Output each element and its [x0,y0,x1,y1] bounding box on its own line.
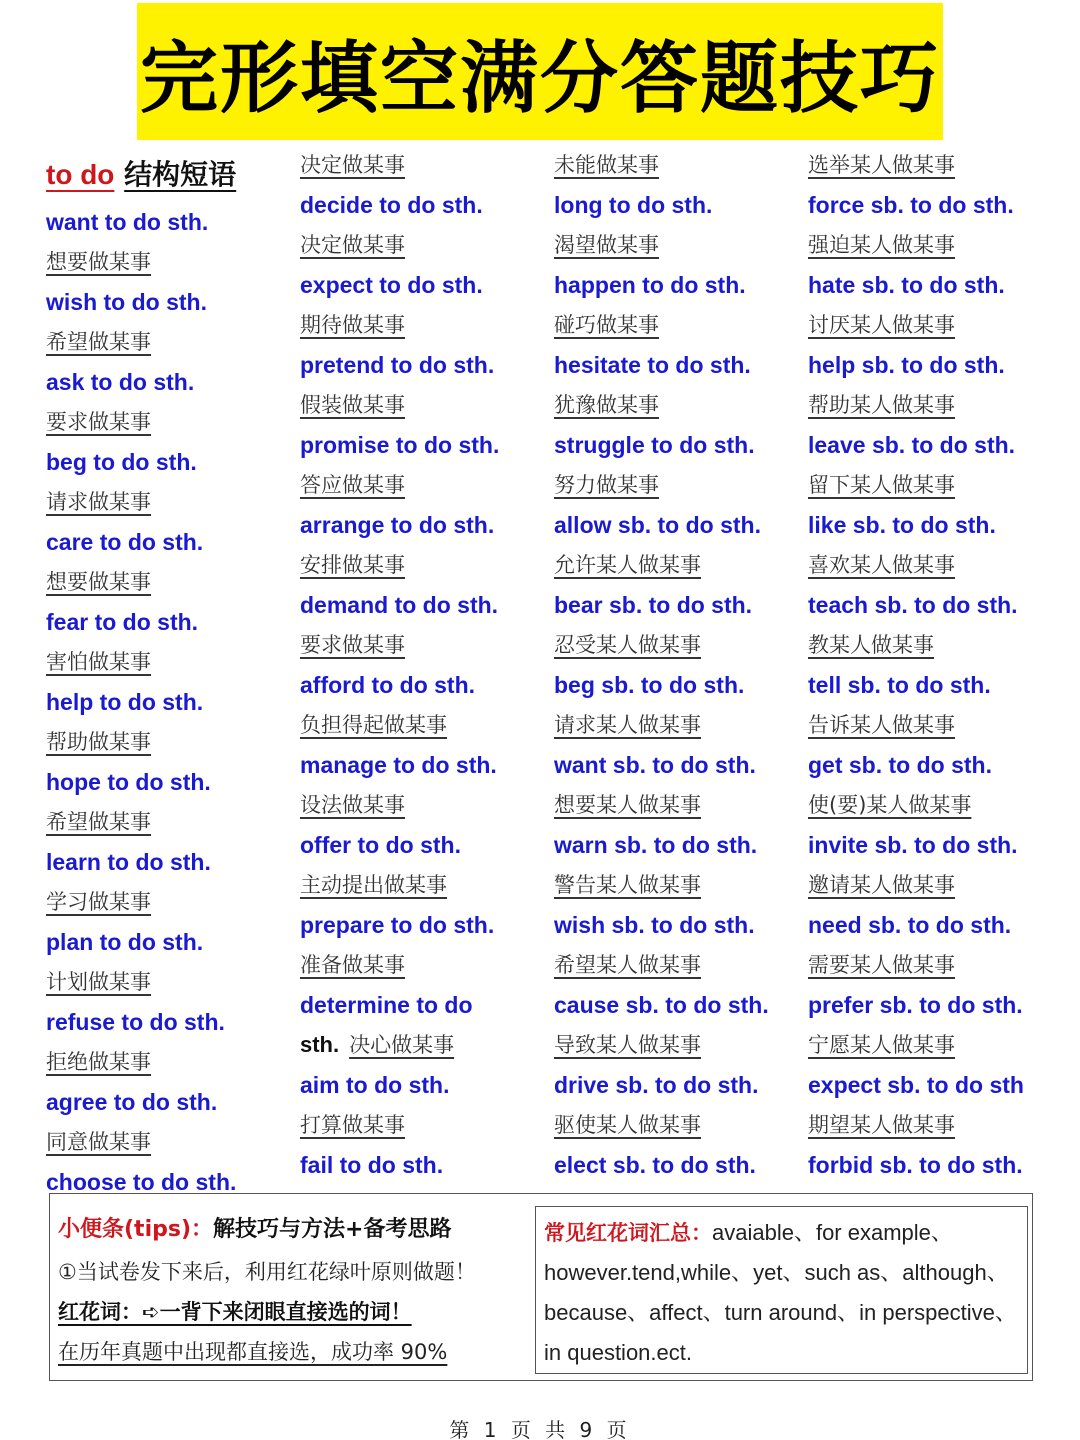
phrase-english: offer to do sth. [300,832,461,858]
phrase-chinese [300,145,550,185]
phrase-chinese [300,385,550,425]
tips-panel [58,1208,528,1372]
phrase-english: want sb. to do sth. [554,752,756,778]
phrase-chinese-text: 假装做某事 [300,393,405,417]
heading-black: 结构短语 [124,158,237,191]
phrase-english: hesitate to do sth. [554,352,751,378]
phrase-chinese-text: 帮助某人做某事 [808,393,955,417]
tips-title [58,1208,528,1252]
phrase-english: promise to do sth. [300,432,500,458]
phrase-column-3 [554,145,804,1185]
page-footer: 第 1 页 共 9 页 [449,1418,631,1440]
phrase-chinese-text: 要求做某事 [300,633,405,657]
red-words-list: avaiable、for example、however.tend,while、yet、such as、although、because、affect、turn around、in perspective、in question.ect. [544,1220,1017,1365]
phrase-chinese-text: 准备做某事 [300,953,405,977]
phrase-chinese [46,322,286,362]
phrase-chinese-text: 计划做某事 [46,970,151,994]
phrase-english: hope to do sth. [46,769,211,795]
phrase-chinese-text: 打算做某事 [300,1113,405,1137]
phrase-chinese-text: 想要做某事 [46,570,151,594]
phrase-chinese [300,785,550,825]
phrase-chinese [554,785,804,825]
phrase-chinese-text: 教某人做某事 [808,633,934,657]
phrase-chinese-text: 负担得起做某事 [300,713,447,737]
red-words-text [544,1213,1019,1373]
tips-line-3 [58,1332,528,1372]
phrase-chinese-text: 拒绝做某事 [46,1050,151,1074]
phrase-english: prepare to do sth. [300,912,495,938]
tips-line-2 [58,1292,528,1332]
heading-red: to do [46,159,115,190]
phrase-chinese [46,962,286,1002]
phrase-chinese-text: 未能做某事 [554,153,659,177]
phrase-chinese-text: 要求做某事 [46,410,151,434]
phrase-english: wish sb. to do sth. [554,912,755,938]
phrase-column-1 [46,145,286,1202]
phrase-english: get sb. to do sth. [808,752,992,778]
phrase-english: expect sb. to do sth [808,1072,1024,1098]
phrase-chinese [554,945,804,985]
phrase-chinese [46,642,286,682]
page-title: 完形填空满分答题技巧 [139,33,940,124]
phrase-chinese-text: 请求做某事 [46,490,151,514]
phrase-chinese [300,1105,550,1145]
phrase-english: ask to do sth. [46,369,195,395]
determine-tail-zh: 决心做某事 [349,1033,455,1057]
phrase-chinese-text: 留下某人做某事 [808,473,955,497]
phrase-chinese-text: 使(要)某人做某事 [808,793,972,817]
phrase-chinese-text: 犹豫做某事 [554,393,659,417]
column-1-body [46,202,286,1202]
phrase-chinese [554,705,804,745]
phrase-chinese [300,225,550,265]
phrase-chinese [46,482,286,522]
phrase-chinese [46,562,286,602]
phrase-chinese [46,722,286,762]
phrase-english: want to do sth. [46,209,209,235]
phrase-chinese [808,1025,1068,1065]
phrase-chinese [300,465,550,505]
phrase-chinese-text: 讨厌某人做某事 [808,313,955,337]
phrase-chinese-text: 希望做某事 [46,330,151,354]
phrase-chinese [808,785,1068,825]
tips-title-black: 解技巧与方法+备考思路 [213,1217,452,1242]
phrase-english: long to do sth. [554,192,713,218]
phrase-english: decide to do sth. [300,192,483,218]
phrase-chinese-text: 喜欢某人做某事 [808,553,955,577]
phrase-english: elect sb. to do sth. [554,1152,756,1178]
phrase-chinese [554,865,804,905]
phrase-chinese-text: 需要某人做某事 [808,953,955,977]
phrase-chinese [46,402,286,442]
phrase-chinese [808,385,1068,425]
phrase-chinese-text: 努力做某事 [554,473,659,497]
phrase-chinese [554,305,804,345]
red-words-panel [535,1206,1028,1374]
phrase-chinese [46,882,286,922]
phrase-english: care to do sth. [46,529,204,555]
tips-line-2-text: 红花词：➪一背下来闭眼直接选的词！ [58,1300,412,1324]
phrase-english: manage to do sth. [300,752,497,778]
tips-title-red: 小便条(tips)： [58,1217,214,1242]
phrase-chinese [300,625,550,665]
phrase-english: plan to do sth. [46,929,204,955]
phrase-english: struggle to do sth. [554,432,755,458]
phrase-chinese-text: 害怕做某事 [46,650,151,674]
phrase-english: expect to do sth. [300,272,483,298]
phrase-english: refuse to do sth. [46,1009,225,1035]
phrase-english: invite sb. to do sth. [808,832,1018,858]
phrase-chinese-text: 设法做某事 [300,793,405,817]
phrase-chinese [46,242,286,282]
phrase-english: beg to do sth. [46,449,197,475]
phrase-english: force sb. to do sth. [808,192,1014,218]
phrase-chinese [300,945,550,985]
phrase-chinese-text: 决定做某事 [300,233,405,257]
phrase-chinese-text: 忍受某人做某事 [554,633,701,657]
phrase-chinese-text: 决定做某事 [300,153,405,177]
phrase-chinese [808,625,1068,665]
phrase-english: drive sb. to do sth. [554,1072,759,1098]
phrase-chinese [554,465,804,505]
phrase-english: afford to do sth. [300,672,476,698]
phrase-chinese-text: 主动提出做某事 [300,873,447,897]
phrase-english: fear to do sth. [46,609,199,635]
phrase-english: leave sb. to do sth. [808,432,1016,458]
phrase-english: choose to do sth. [46,1169,237,1195]
phrase-chinese-text: 帮助做某事 [46,730,151,754]
phrase-chinese-text: 学习做某事 [46,890,151,914]
phrase-english: learn to do sth. [46,849,211,875]
phrase-chinese-text: 导致某人做某事 [554,1033,701,1057]
phrase-chinese [300,545,550,585]
determine-tail-zh-wrap [349,1033,454,1057]
phrase-english: wish to do sth. [46,289,207,315]
phrase-chinese-text: 宁愿某人做某事 [808,1033,955,1057]
phrase-chinese-text: 警告某人做某事 [554,873,701,897]
phrase-english: determine to do [300,992,473,1018]
phrase-chinese-text: 允许某人做某事 [554,553,701,577]
phrase-chinese-text: 安排做某事 [300,553,405,577]
phrase-chinese [554,625,804,665]
phrase-english: prefer sb. to do sth. [808,992,1023,1018]
phrase-chinese [808,1105,1068,1145]
phrase-english: allow sb. to do sth. [554,512,761,538]
phrase-english: aim to do sth. [300,1072,450,1098]
phrase-english: hate sb. to do sth. [808,272,1005,298]
phrase-chinese-text: 选举某人做某事 [808,153,955,177]
phrase-english: beg sb. to do sth. [554,672,745,698]
phrase-chinese-text: 告诉某人做某事 [808,713,955,737]
phrase-english: agree to do sth. [46,1089,218,1115]
tips-line-1: ①当试卷发下来后，利用红花绿叶原则做题！ [58,1260,476,1284]
phrase-english: cause sb. to do sth. [554,992,769,1018]
determine-tail-en: sth. [300,1032,340,1057]
phrase-chinese [808,705,1068,745]
phrase-chinese-text: 希望做某事 [46,810,151,834]
phrase-chinese-text: 同意做某事 [46,1130,151,1154]
phrase-english: arrange to do sth. [300,512,495,538]
phrase-chinese [554,545,804,585]
phrase-chinese [554,225,804,265]
phrase-chinese [46,802,286,842]
phrase-chinese-text: 想要做某事 [46,250,151,274]
phrase-chinese [46,1042,286,1082]
phrase-english: tell sb. to do sth. [808,672,991,698]
phrase-english: happen to do sth. [554,272,746,298]
phrase-chinese [300,305,550,345]
phrase-chinese-text: 答应做某事 [300,473,405,497]
phrase-column-2 [300,145,550,1185]
phrase-chinese [808,145,1068,185]
phrase-english: like sb. to do sth. [808,512,996,538]
title-banner [137,3,943,140]
phrase-chinese-text: 渴望做某事 [554,233,659,257]
phrase-chinese [554,385,804,425]
phrase-english: bear sb. to do sth. [554,592,753,618]
phrase-chinese [554,145,804,185]
phrase-english: help sb. to do sth. [808,352,1005,378]
phrase-chinese-text: 希望某人做某事 [554,953,701,977]
phrase-chinese [808,865,1068,905]
determine-tail-row [300,1025,550,1065]
phrase-chinese [300,705,550,745]
phrase-english: forbid sb. to do sth. [808,1152,1023,1178]
phrase-english: fail to do sth. [300,1152,444,1178]
phrase-chinese-text: 想要某人做某事 [554,793,701,817]
phrase-chinese-text: 驱使某人做某事 [554,1113,701,1137]
phrase-chinese [554,1105,804,1145]
phrase-chinese-text: 期待做某事 [300,313,405,337]
phrase-english: teach sb. to do sth. [808,592,1018,618]
phrase-chinese-text: 强迫某人做某事 [808,233,955,257]
phrase-english: need sb. to do sth. [808,912,1012,938]
phrase-chinese-text: 邀请某人做某事 [808,873,955,897]
phrase-english: demand to do sth. [300,592,499,618]
phrase-chinese [554,1025,804,1065]
phrase-chinese [808,465,1068,505]
phrase-chinese-text: 碰巧做某事 [554,313,659,337]
column-4-body [808,145,1068,1185]
column-2-body [300,145,550,1185]
section-heading [46,145,286,205]
phrase-english: help to do sth. [46,689,204,715]
tips-line-3-text: 在历年真题中出现都直接选，成功率 90% [58,1340,448,1364]
phrase-chinese [808,305,1068,345]
phrase-column-4 [808,145,1068,1185]
phrase-english: pretend to do sth. [300,352,495,378]
phrase-chinese [46,1122,286,1162]
phrase-chinese [300,865,550,905]
phrase-chinese-text: 期望某人做某事 [808,1113,955,1137]
phrase-chinese [808,225,1068,265]
phrase-chinese-text: 请求某人做某事 [554,713,701,737]
phrase-english: warn sb. to do sth. [554,832,758,858]
red-words-label: 常见红花词汇总： [544,1221,712,1245]
phrase-chinese [808,945,1068,985]
phrase-chinese [808,545,1068,585]
column-3-body [554,145,804,1185]
